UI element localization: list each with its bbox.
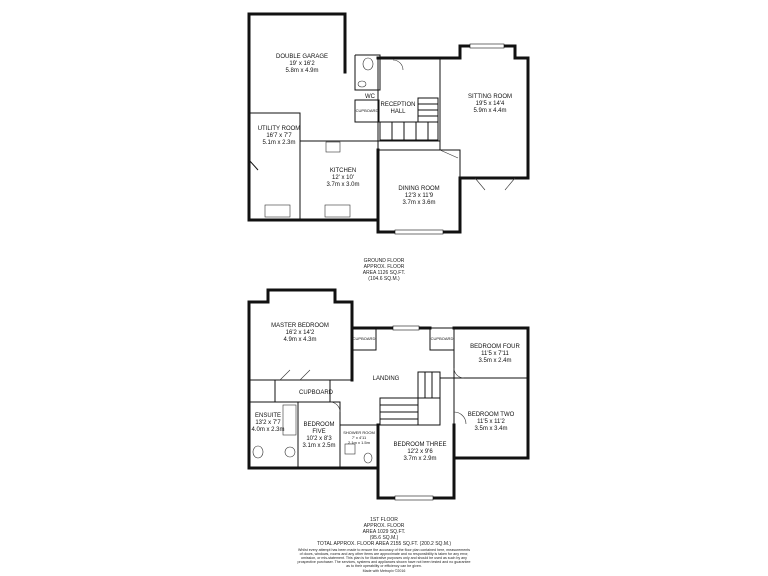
double-garage-metric: 5.8m x 4.9m [285,68,319,74]
reception-hall [378,58,440,141]
shower-room-dims: 7' x 4'11 [351,435,367,440]
footer [298,541,471,573]
bedroom-five-name: BEDROOM [303,422,335,428]
bedroom-two-imperial: 11'5 x 11'2 [477,419,505,425]
bedroom-five-name-2: FIVE [312,429,326,435]
ground-area-line-2: APPROX. FLOOR [363,264,405,270]
disclaimer-line-4: prospective purchaser. The services, systems and appliances shown have not been tested and no guarantee [297,560,471,564]
sitting-room [440,44,528,190]
first-area-line-2: APPROX. FLOOR [363,523,405,529]
ensuite-name: ENSUITE [254,413,282,419]
ground-area-line-4: (104.6 SQ.M.) [368,276,400,282]
bedroom-five-metric: 3.1m x 2.5m [302,443,336,449]
bedroom-four-name: BEDROOM FOUR [470,344,520,350]
shower-icon [345,444,355,454]
kitchen-imperial: 12' x 10' [332,175,354,181]
wc-room [345,44,380,122]
master-bedroom [249,290,352,380]
sitting-room-bay-window-icon [470,44,504,48]
first-area-line-4: (95.6 SQ.M.) [369,535,399,541]
bedroom-four-imperial: 11'5 x 7'11 [481,351,509,357]
shower-room-name: SHOWER ROOM [343,430,375,435]
sitting-room-name: SITTING ROOM [468,94,512,100]
shower-room [340,425,378,468]
cupboard-left-name: CUPBOARD [352,336,376,341]
dining-room-window-icon [395,230,443,234]
disclaimer-line-1: Whilst every attempt has been made to ensure the accuracy of the floor plan contained here, measurements [298,548,470,552]
kitchen [300,141,378,220]
ground-floor-plan [249,14,528,282]
sitting-room-imperial: 19'5 x 14'4 [475,101,505,107]
wc-name: WC [365,94,375,100]
cupboard-main-name: CUPBOARD [298,390,334,396]
dining-room-imperial: 12'3 x 11'9 [404,193,434,199]
wc-toilet-icon [363,58,373,70]
cupboard-right-name: CUPBOARD [430,336,454,341]
dining-room-metric: 3.7m x 3.6m [402,200,436,206]
utility-room [249,113,300,220]
disclaimer-line-3: omission, or mis-statement. This plan is for illustrative purposes only and should be used as such by any [301,556,467,560]
ground-area-line-3: AREA 1126 SQ.FT. [362,270,406,276]
hob-icon [326,142,340,152]
utility-room-imperial: 16'7 x 7'7 [266,133,292,139]
first-floor-plan [249,290,528,541]
bedroom-three-window-icon [395,496,433,500]
ground-area-line-1: GROUND FLOOR [363,258,405,264]
double-garage-name: DOUBLE GARAGE [275,54,329,60]
dining-room [378,150,460,234]
disclaimer-line-5: as to their operability or efficiency can be given. [346,564,422,568]
bath-icon [283,405,296,435]
disclaimer-line-2: of doors, windows, rooms and any other items are approximate and no responsibility is taken for any error, [299,552,469,556]
bedroom-five [298,402,340,468]
master-bedroom-name: MASTER BEDROOM [271,323,329,329]
ensuite-toilet-icon [253,446,263,458]
shower-room-toilet-icon [364,453,372,463]
ensuite-basin-icon [285,447,295,457]
bedroom-five-imperial: 10'2 x 8'3 [306,436,332,442]
kitchen-name: KITCHEN [329,168,357,174]
bedroom-two-name: BEDROOM TWO [467,412,515,418]
ensuite-imperial: 13'2 x 7'7 [255,420,281,426]
reception-hall-name: RECEPTION [380,102,416,108]
reception-hall-name-2: HALL [390,109,406,115]
landing-window-icon [393,326,419,330]
utility-sink-icon [265,205,290,217]
ground-floor-area [363,258,405,282]
cupboard-main [275,370,334,402]
wc-basin-icon [358,81,366,87]
kitchen-sink-icon [325,205,350,217]
total-area: TOTAL APPROX. FLOOR AREA 2155 SQ.FT. (200.2 SQ.M.) [316,541,452,547]
bedroom-three-name: BEDROOM THREE [393,442,447,448]
first-floor-area [363,517,406,541]
utility-room-name: UTILITY ROOM [257,126,301,132]
shower-room-metric: 2.1m x 1.5m [347,440,371,445]
kitchen-metric: 3.7m x 3.0m [326,182,360,188]
bedroom-four-metric: 3.5m x 2.4m [478,358,512,364]
cupboard-left [352,328,376,350]
first-area-line-3: AREA 1029 SQ.FT. [362,529,406,535]
cupboard-ground-name: CUPBOARD [355,108,379,113]
double-garage-imperial: 19' x 16'2 [289,61,315,67]
double-garage [249,14,345,141]
dining-room-name: DINING ROOM [398,186,440,192]
bedroom-four [454,328,528,378]
ensuite-metric: 4.0m x 2.3m [251,427,285,433]
master-bedroom-imperial: 16'2 x 14'2 [285,330,315,336]
bedroom-three [378,425,454,500]
cupboard-right [430,328,454,350]
bedroom-two-metric: 3.5m x 3.4m [474,426,508,432]
bedroom-three-imperial: 12'2 x 9'6 [407,449,433,455]
bedroom-three-metric: 3.7m x 2.9m [403,456,437,462]
sitting-room-metric: 5.9m x 4.4m [473,108,507,114]
ensuite [249,380,298,468]
landing-name: LANDING [372,376,400,382]
master-bedroom-metric: 4.9m x 4.3m [283,337,317,343]
first-area-line-1: 1ST FLOOR [370,517,398,523]
utility-room-metric: 5.1m x 2.3m [262,140,296,146]
disclaimer-line-6: Made with Metropix ©2016 [362,569,406,573]
bedroom-two [440,378,528,458]
